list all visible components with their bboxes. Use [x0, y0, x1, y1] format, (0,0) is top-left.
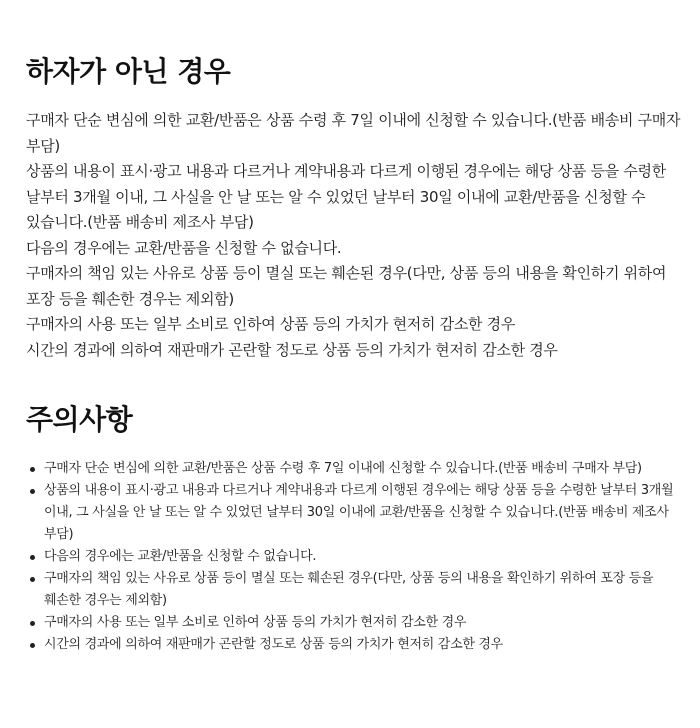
- section-title-caution: 주의사항: [26, 403, 133, 436]
- bullet-icon: [30, 555, 35, 560]
- non-defect-paragraph: 시간의 경과에 의하여 재판매가 곤란할 정도로 상품 등의 가치가 현저히 감소한 경우: [26, 340, 558, 359]
- list-item: [26, 612, 686, 634]
- section-title-non-defect: 하자가 아닌 경우: [26, 55, 231, 88]
- list-item: [26, 546, 686, 568]
- bullet-icon: [30, 467, 35, 472]
- list-item-text: 구매자 단순 변심에 의한 교환/반품은 상품 수령 후 7일 이내에 신청할 수 있습니다.(반품 배송비 구매자 부담): [44, 461, 642, 476]
- bullet-icon: [30, 643, 35, 648]
- non-defect-paragraph: 구매자 단순 변심에 의한 교환/반품은 상품 수령 후 7일 이내에 신청할 수 있습니다.(반품 배송비 구매자 부담): [26, 111, 681, 155]
- list-item-text: 구매자의 책임 있는 사유로 상품 등이 멸실 또는 훼손된 경우(다만, 상품 등의 내용을 확인하기 위하여 포장 등을 훼손한 경우는 제외함): [44, 571, 654, 608]
- list-item-text: 시간의 경과에 의하여 재판매가 곤란할 정도로 상품 등의 가치가 현저히 감소한 경우: [44, 637, 503, 652]
- list-item-text: 상품의 내용이 표시·광고 내용과 다르거나 계약내용과 다르게 이행된 경우에는 해당 상품 등을 수령한 날부터 3개월 이내, 그 사실을 안 날 또는 알 수 있었던 날부터 30일 이내에 교환/반품을 신청할 수 있습니다.(반품 배송비 제조사 부담): [44, 483, 674, 542]
- caution-list: [26, 458, 686, 656]
- bullet-icon: [30, 577, 35, 582]
- list-item-text: 구매자의 사용 또는 일부 소비로 인하여 상품 등의 가치가 현저히 감소한 경우: [44, 615, 467, 630]
- list-item: [26, 634, 686, 656]
- bullet-icon: [30, 621, 35, 626]
- bullet-icon: [30, 489, 35, 494]
- non-defect-paragraph: 구매자의 사용 또는 일부 소비로 인하여 상품 등의 가치가 현저히 감소한 경우: [26, 315, 516, 333]
- list-item: [26, 480, 686, 546]
- list-item: [26, 568, 686, 612]
- non-defect-body: [26, 108, 686, 363]
- list-item: [26, 458, 686, 480]
- non-defect-paragraph: 구매자의 책임 있는 사유로 상품 등이 멸실 또는 훼손된 경우(다만, 상품 등의 내용을 확인하기 위하여 포장 등을 훼손한 경우는 제외함): [26, 264, 667, 308]
- list-item-text: 다음의 경우에는 교환/반품을 신청할 수 없습니다.: [44, 549, 317, 564]
- non-defect-paragraph: 다음의 경우에는 교환/반품을 신청할 수 없습니다.: [26, 238, 342, 257]
- non-defect-paragraph: 상품의 내용이 표시·광고 내용과 다르거나 계약내용과 다르게 이행된 경우에는 해당 상품 등을 수령한 날부터 3개월 이내, 그 사실을 안 날 또는 알 수 있었던 날부터 30일 이내에 교환/반품을 신청할 수 있습니다.(반품 배송비 제조사 부담): [26, 162, 666, 231]
